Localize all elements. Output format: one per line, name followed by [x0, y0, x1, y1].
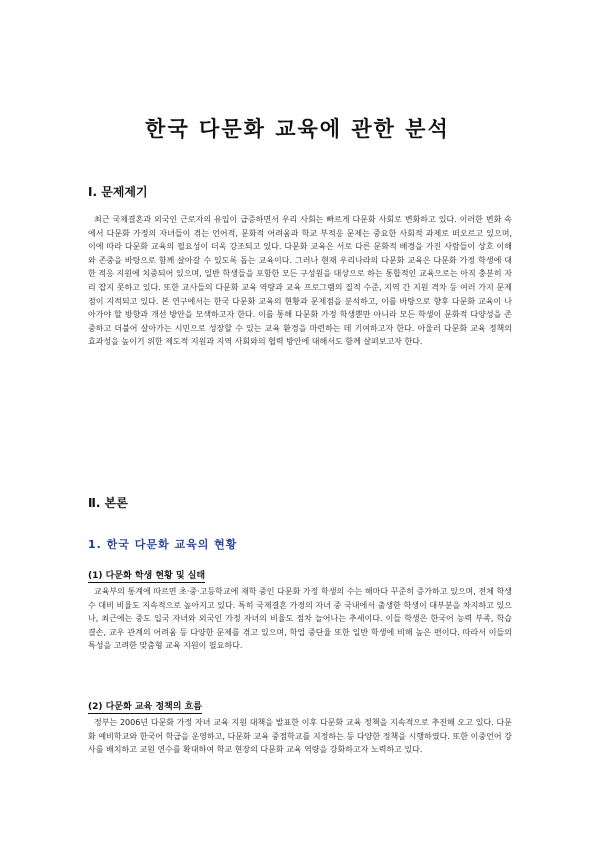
problem-paragraph: 최근 국제결혼과 외국인 근로자의 유입이 급증하면서 우리 사회는 빠르게 다문화 사회로 변화하고 있다. 이러한 변화 속에서 다문화 가정의 자녀들이 겪는 언어적, 문화적 어려움과 학교 부적응 문제는 중요한 사회적 과제로 떠오르고 있으며, 이에 따라 다문화 교육의 필요성이 더욱 강조되고 있다. 다문화 교육은 서로 다른 문화적 배경을 가진 사람들이 상호 이해와 존중을 바탕으로 함께 살아갈 수 있도록 돕는 교육이다. 그러나 현재 우리나라의 다문화 교육은 다문화 가정 학생에 대한 적응 지원에 치중되어 있으며, 일반 학생들을 포함한 모든 구성원을 대상으로 하는 통합적인 교육으로는 아직 충분히 자리 잡지 못하고 있다. 또한 교사들의 다문화 교육 역량과 교육 프로그램의 질적 수준, 지역 간 지원 격차 등 여러 가지 문제점이 지적되고 있다. 본 연구에서는 한국 다문화 교육의 현황과 문제점을 분석하고, 이를 바탕으로 향후 다문화 교육이 나아가야 할 방향과 개선 방안을 모색하고자 한다. 이를 통해 다문화 가정 학생뿐만 아니라 모든 학생이 문화적 다양성을 존중하고 더불어 살아가는 시민으로 성장할 수 있는 교육 환경을 마련하는 데 기여하고자 한다. 아울러 다문화 교육 정책의 효과성을 높이기 위한 제도적 지원과 지역 사회와의 협력 방안에 대해서도 함께 살펴보고자 한다.	[88, 215, 512, 347]
student-status-paragraph: 교육부의 통계에 따르면 초·중·고등학교에 재학 중인 다문화 가정 학생의 수는 해마다 꾸준히 증가하고 있으며, 전체 학생 수 대비 비율도 지속적으로 높아지고 있다. 특히 국제결혼 가정의 자녀 중 국내에서 출생한 학생이 대부분을 차지하고 있으나, 최근에는 중도 입국 자녀와 외국인 가정 자녀의 비율도 점차 늘어나는 추세이다. 이들 학생은 한국어 능력 부족, 학습 결손, 교우 관계의 어려움 등 다양한 문제를 겪고 있으며, 학업 중단율 또한 일반 학생에 비해 높은 편이다. 따라서 이들의 특성을 고려한 맞춤형 교육 지원이 필요하다.	[88, 587, 512, 651]
section-heading-problem: Ⅰ. 문제제기	[88, 185, 148, 199]
policy-flow-paragraph: 정부는 2006년 다문화 가정 자녀 교육 지원 대책을 발표한 이후 다문화 교육 정책을 지속적으로 추진해 오고 있다. 다문화 예비학교와 한국어 학급을 운영하고, 다문화 교육 중점학교를 지정하는 등 다양한 정책을 시행하였다. 또한 이중언어 강사를 배치하고 교원 연수를 확대하여 학교 현장의 다문화 교육 역량을 강화하고자 노력하고 있다.	[88, 718, 512, 755]
subheading-current-status: 1. 한국 다문화 교육의 현황	[88, 538, 238, 551]
section-heading-body: Ⅱ. 본론	[88, 496, 128, 510]
subsection-title-student-status: (1) 다문화 학생 현황 및 실태	[88, 568, 205, 583]
document-title: 한국 다문화 교육에 관한 분석	[145, 116, 450, 141]
subsection-title-policy-flow: (2) 다문화 교육 정책의 흐름	[88, 699, 202, 714]
